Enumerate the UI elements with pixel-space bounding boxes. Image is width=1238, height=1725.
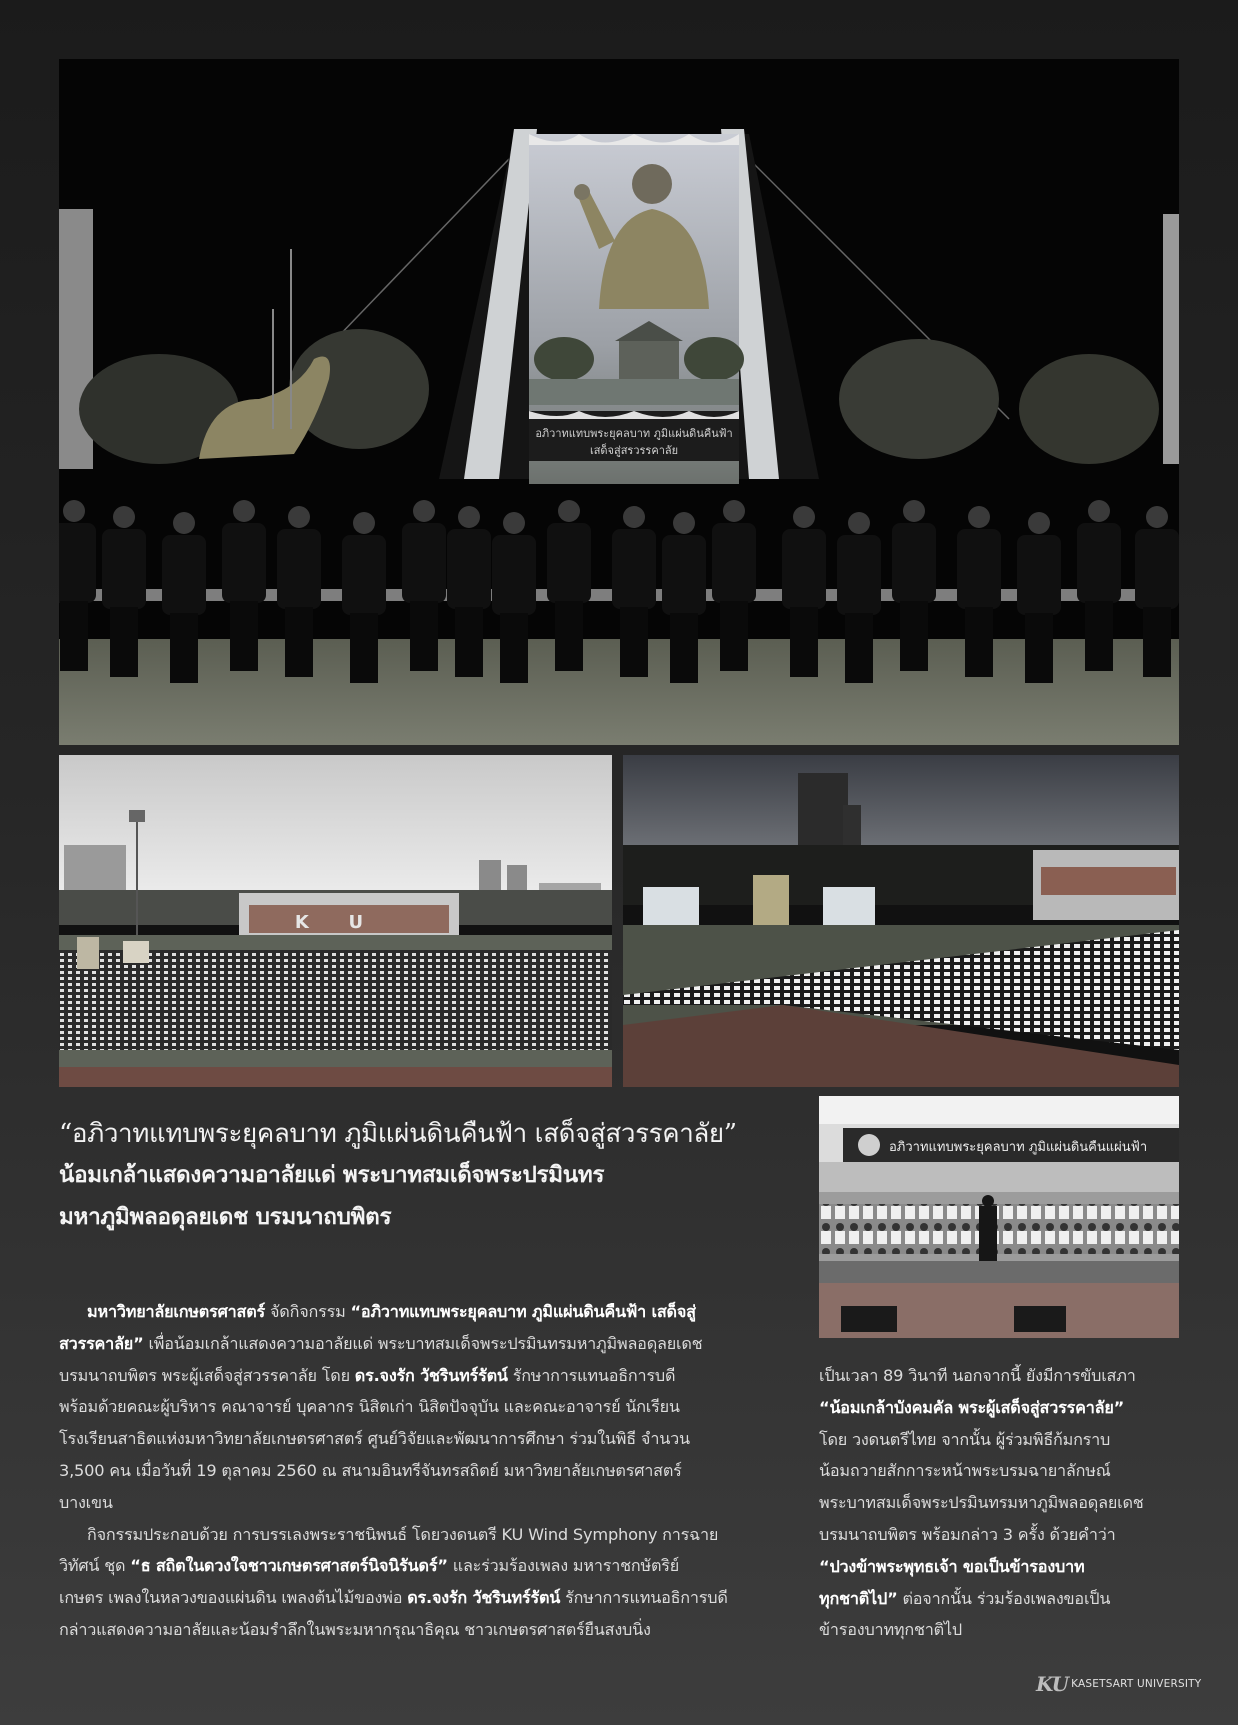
person-head [1088,500,1110,522]
body-line [59,1550,783,1582]
person-legs [455,607,483,677]
body-line [59,1360,783,1392]
person-legs [1025,613,1053,683]
person-legs [170,613,198,683]
person-name: ดร.จงรัก วัชรินทร์รัตน์ [354,1365,508,1385]
person-body [222,523,266,603]
person-head [723,500,745,522]
oath-text-end: ทุกชาติไป” [819,1588,898,1608]
body-line [819,1583,1179,1615]
person-head [1028,512,1050,534]
body-line: น้อมถวายสักการะหน้าพระบรมฉายาลักษณ์ [819,1461,1111,1481]
band-banner-text: อภิวาทแทบพระยุคลบาท ภูมิแผ่นดินคืนแผ่นฟ้า [889,1140,1148,1155]
person-name: ดร.จงรัก วัชรินทร์รัตน์ [407,1588,561,1608]
person-legs [720,601,748,671]
person-legs [350,613,378,683]
person-head [353,512,375,534]
video-title: “ธ สถิตในดวงใจชาวเกษตรศาสตร์นิจนิรันดร์” [130,1556,448,1576]
person-legs [790,607,818,677]
org-name: มหาวิทยาลัยเกษตรศาสตร์ [87,1302,266,1321]
person-body [402,523,446,603]
body-line [819,1392,1179,1424]
body-line [59,1296,783,1328]
person-legs [555,601,583,671]
body-line [59,1582,783,1614]
body-line: โดย วงดนตรีไทย จากนั้น ผู้ร่วมพิธีก้มกราบ [819,1429,1111,1449]
person-body [492,535,536,615]
person-legs [110,607,138,677]
body-line: บรมนาถบพิตร พร้อมกล่าว 3 ครั้ง ด้วยคำว่า [819,1524,1116,1544]
person-body [1135,529,1179,609]
headline-line-2: น้อมเกล้าแสดงความอาลัยแด่ พระบาทสมเด็จพระปรมินทร [59,1162,605,1188]
person-head [673,512,695,534]
person-legs [1143,607,1171,677]
person-body [712,523,756,603]
person-head [173,512,195,534]
person-head [503,512,525,534]
person-legs [965,607,993,677]
person-body [957,529,1001,609]
event-name-end: สวรรคาลัย” [59,1333,144,1353]
body-line: พร้อมด้วยคณะผู้บริหาร คณาจารย์ บุคลากร นิสิตเก่า นิสิตปัจจุบัน และคณะอาจารย์ นักเรียน [59,1397,680,1417]
person-legs [500,613,528,683]
person-legs [60,601,88,671]
person-body [1077,523,1121,603]
person-body [837,535,881,615]
body-line: บางเขน [59,1492,113,1512]
person-legs [620,607,648,677]
body-line: โรงเรียนสาธิตแห่งมหาวิทยาลัยเกษตรศาสตร์ ศูนย์วิจัยและพัฒนาการศึกษา ร่วมในพิธี จำนวน [59,1429,690,1449]
person-legs [230,601,258,671]
stadium-evening-photo [623,755,1179,1087]
body-line: กิจกรรมประกอบด้วย การบรรเลงพระราชนิพนธ์ โดยวงดนตรี KU Wind Symphony การฉาย [87,1524,719,1544]
main-ceremony-photo [59,59,1179,745]
body-line: กล่าวแสดงความอาลัยและน้อมรำลึกในพระมหากรุณาธิคุณ ชาวเกษตรศาสตร์ยืนสงบนิ่ง [59,1619,651,1639]
person-head [113,506,135,528]
person-head [1146,506,1168,528]
person-body [102,529,146,609]
person-legs [410,601,438,671]
body-text: เกษตร เพลงในหลวงของแผ่นดิน เพลงต้นไม้ของพ่อ [59,1588,408,1608]
headline-line-1: “อภิวาทแทบพระยุคลบาท ภูมิแผ่นดินคืนฟ้า เสด็จสู่สวรรคาลัย” [59,1119,737,1149]
person-legs [845,613,873,683]
person-head [233,500,255,522]
body-text: จัดกิจกรรม [265,1302,351,1321]
person-body [1017,535,1061,615]
person-body [342,535,386,615]
footer-logo [1036,1672,1201,1696]
stand-letters: KU [294,912,404,933]
person-body [782,529,826,609]
person-head [288,506,310,528]
body-line: ข้ารองบาททุกชาติไป [819,1620,962,1640]
person-body [59,523,96,603]
person-body [547,523,591,603]
body-text: รักษาการแทนอธิการบดี [507,1365,676,1385]
person-body [277,529,321,609]
person-head [63,500,85,522]
university-name: KASETSART UNIVERSITY [1071,1678,1202,1690]
person-head [903,500,925,522]
banner-caption: อภิวาทแทบพระยุคลบาท ภูมิแผ่นดินคืนฟ้า [535,427,733,440]
person-head [623,506,645,528]
headline-line-3: มหาภูมิพลอดุลยเดช บรมนาถบพิตร [59,1204,392,1230]
banner-caption-2: เสด็จสู่สรวรรคาลัย [589,444,679,457]
body-line: พระบาทสมเด็จพระปรมินทรมหาภูมิพลอดุลยเดช [819,1493,1144,1513]
person-head [413,500,435,522]
article-headline [59,1115,799,1237]
band-performance-photo [819,1096,1179,1338]
person-body [447,529,491,609]
article-body-left [59,1296,783,1646]
body-text: ต่อจากนั้น ร่วมร้องเพลงขอเป็น [897,1588,1111,1608]
person-body [662,535,706,615]
person-head [848,512,870,534]
body-line: เป็นเวลา 89 วินาที นอกจากนี้ ยังมีการขับเสภา [819,1366,1136,1385]
body-line [819,1551,1179,1583]
body-text: รักษาการแทนอธิการบดี [560,1588,728,1608]
body-line [59,1328,783,1360]
body-text: บรมนาถบพิตร พระผู้เสด็จสู่สวรรคาลัย โดย [59,1365,355,1385]
person-body [892,523,936,603]
person-legs [1085,601,1113,671]
body-text: วิทัศน์ ชุด [59,1556,131,1576]
oath-text: “ปวงข้าพระพุทธเจ้า ขอเป็นข้ารองบาท [819,1556,1085,1576]
person-head [558,500,580,522]
ku-logo-mark: KU [1036,1672,1069,1696]
body-line: 3,500 คน เมื่อวันที่ 19 ตุลาคม 2560 ณ สนามอินทรีจันทรสถิตย์ มหาวิทยาลัยเกษตรศาสตร์ [59,1460,682,1480]
body-text: เพื่อน้อมเกล้าแสดงความอาลัยแด่ พระบาทสมเด็จพระปรมินทรมหาภูมิพลอดุลยเดช [143,1333,703,1353]
person-head [968,506,990,528]
chant-title: “น้อมเกล้าบังคมคัล พระผู้เสด็จสู่สวรรคาลัย” [819,1397,1125,1417]
person-head [793,506,815,528]
person-legs [285,607,313,677]
body-text: และร่วมร้องเพลง มหาราชกษัตริย์ [447,1556,680,1576]
person-body [162,535,206,615]
event-name: “อภิวาทแทบพระยุคลบาท ภูมิแผ่นดินคืนฟ้า เสด็จสู่ [350,1302,696,1321]
person-legs [900,601,928,671]
article-body-right [819,1360,1179,1646]
person-legs [670,613,698,683]
stadium-day-photo [59,755,612,1087]
person-head [458,506,480,528]
person-body [612,529,656,609]
